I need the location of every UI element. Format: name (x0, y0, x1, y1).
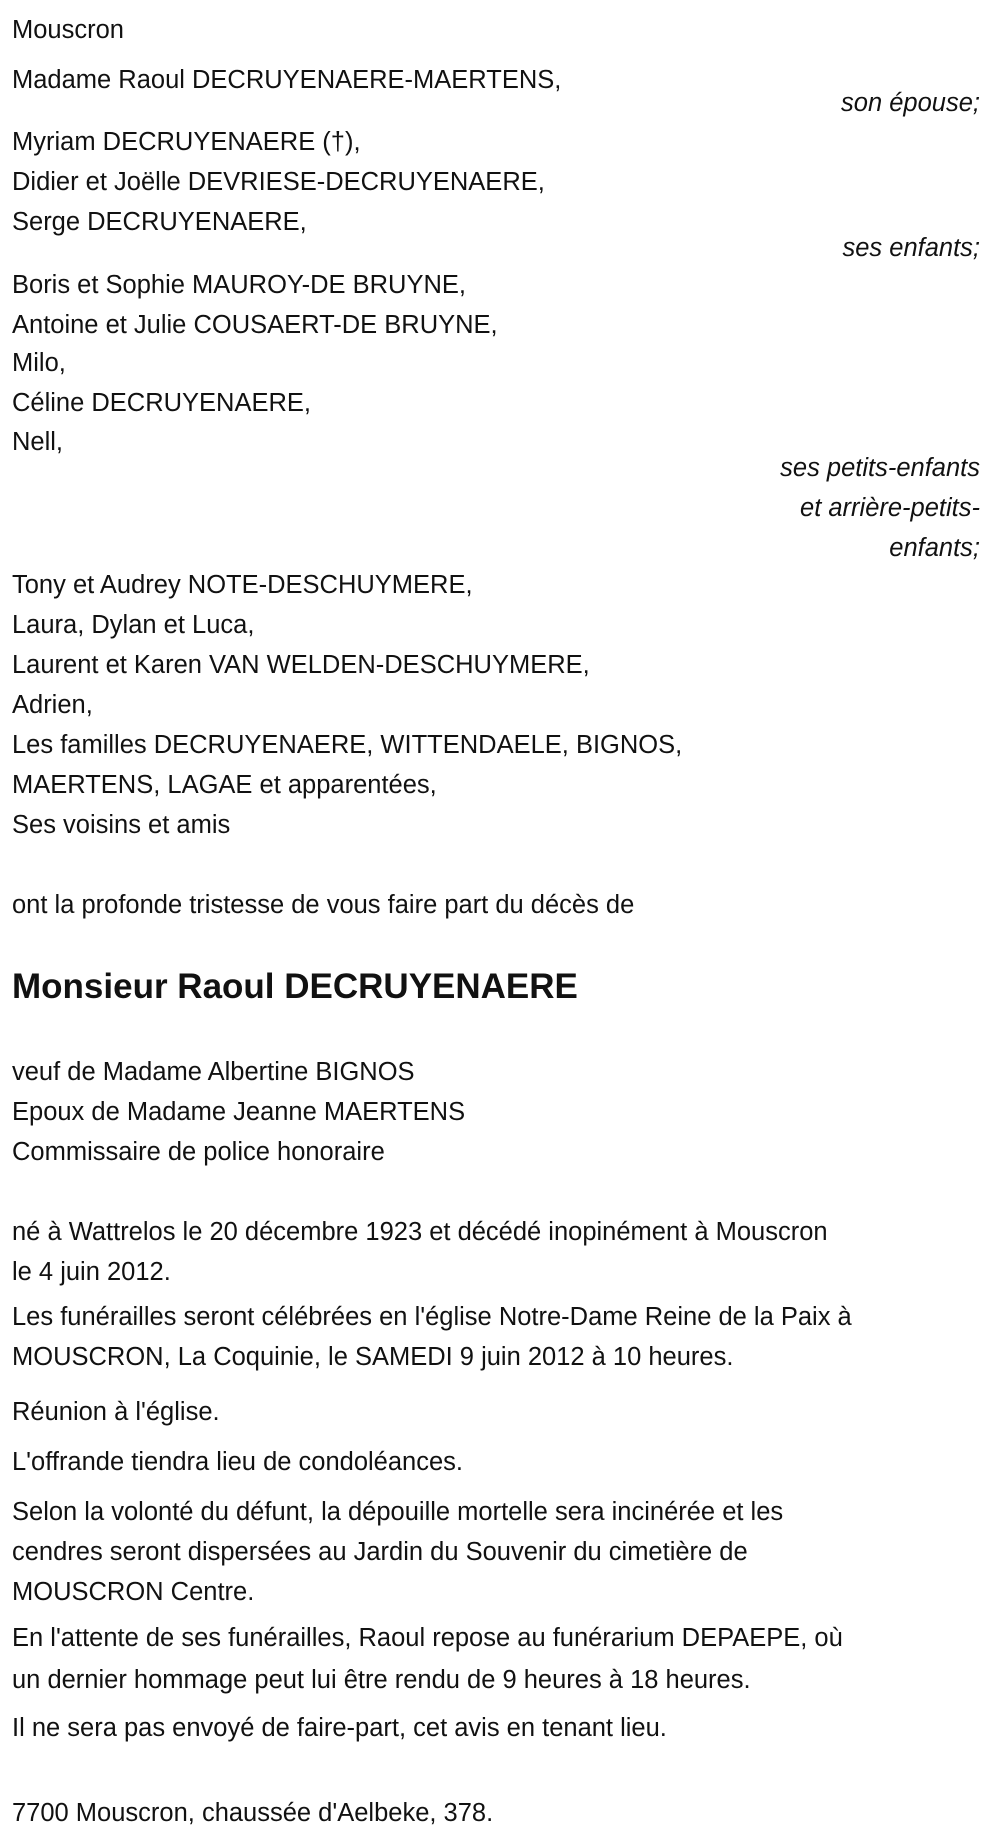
family-line: Laurent et Karen VAN WELDEN-DESCHUYMERE, (12, 651, 590, 679)
spouse-role: son épouse; (841, 89, 980, 117)
title-line: Commissaire de police honoraire (12, 1138, 385, 1166)
child-line: Serge DECRUYENAERE, (12, 208, 307, 236)
family-line: Ses voisins et amis (12, 811, 231, 839)
detail-line: le 4 juin 2012. (12, 1258, 171, 1286)
child-line: Didier et Joëlle DEVRIESE-DECRUYENAERE, (12, 168, 545, 196)
family-line: Adrien, (12, 691, 93, 719)
grandchildren-role: ses petits-enfants (780, 454, 980, 482)
grandchild-line: Antoine et Julie COUSAERT-DE BRUYNE, (12, 311, 498, 339)
address: 7700 Mouscron, chaussée d'Aelbeke, 378. (12, 1799, 494, 1827)
grandchild-line: Nell, (12, 428, 64, 456)
announcement: ont la profonde tristesse de vous faire part du décès de (12, 891, 635, 919)
detail-line: Selon la volonté du défunt, la dépouille mortelle sera incinérée et les (12, 1498, 784, 1526)
children-role: ses enfants; (842, 234, 980, 262)
family-line: Les familles DECRUYENAERE, WITTENDAELE, BIGNOS, (12, 731, 683, 759)
family-line: MAERTENS, LAGAE et apparentées, (12, 771, 437, 799)
detail-line: né à Wattrelos le 20 décembre 1923 et décédé inopinément à Mouscron (12, 1218, 828, 1246)
detail-line: Il ne sera pas envoyé de faire-part, cet avis en tenant lieu. (12, 1714, 667, 1742)
grandchild-line: Boris et Sophie MAUROY-DE BRUYNE, (12, 271, 466, 299)
grandchild-line: Milo, (12, 349, 66, 377)
detail-line: Les funérailles seront célébrées en l'église Notre-Dame Reine de la Paix à (12, 1303, 852, 1331)
detail-line: un dernier hommage peut lui être rendu de 9 heures à 18 heures. (12, 1666, 751, 1694)
detail-line: En l'attente de ses funérailles, Raoul repose au funérarium DEPAEPE, où (12, 1624, 843, 1652)
child-line: Myriam DECRUYENAERE (†), (12, 128, 361, 156)
detail-line: MOUSCRON, La Coquinie, le SAMEDI 9 juin 2012 à 10 heures. (12, 1343, 734, 1371)
city: Mouscron (12, 16, 124, 44)
spouse-line: Madame Raoul DECRUYENAERE-MAERTENS, (12, 66, 562, 94)
detail-line: L'offrande tiendra lieu de condoléances. (12, 1448, 463, 1476)
title-line: veuf de Madame Albertine BIGNOS (12, 1058, 415, 1086)
deceased-name: Monsieur Raoul DECRUYENAERE (12, 967, 578, 1006)
detail-line: MOUSCRON Centre. (12, 1578, 255, 1606)
family-line: Laura, Dylan et Luca, (12, 611, 255, 639)
detail-line: cendres seront dispersées au Jardin du Souvenir du cimetière de (12, 1538, 748, 1566)
detail-line: Réunion à l'église. (12, 1398, 220, 1426)
grandchildren-role: et arrière-petits- (800, 494, 980, 522)
title-line: Epoux de Madame Jeanne MAERTENS (12, 1098, 466, 1126)
grandchild-line: Céline DECRUYENAERE, (12, 389, 312, 417)
grandchildren-role: enfants; (889, 534, 980, 562)
family-line: Tony et Audrey NOTE-DESCHUYMERE, (12, 571, 473, 599)
